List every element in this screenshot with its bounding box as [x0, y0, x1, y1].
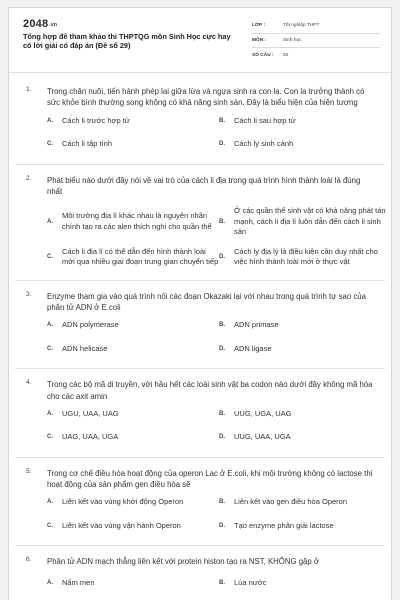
question-5	[9, 468, 391, 532]
meta-value: Tốt nghiệp THPT	[283, 23, 320, 29]
question-number: 5.	[26, 467, 32, 475]
option-d[interactable]: D. UUG, UAA, UGA	[219, 432, 291, 442]
question-divider	[15, 457, 385, 458]
option-a[interactable]: A. Môi trường địa lí khác nhau là nguyên nhân chính tạo ra các alen thích nghi cho quần thể	[47, 211, 212, 231]
option-c[interactable]: C. Cách li địa lí có thể dẫn đến hình thành loài mới qua nhiều giai đoạn trung gian chuyển tiếp	[47, 246, 219, 267]
option-b[interactable]: B. Ở các quần thể sinh vật có khả năng phát tán mạnh, cách li địa lí luôn dẫn đến cách li sinh sản	[219, 206, 386, 237]
option-b[interactable]: B. Liên kết vào gen điều hòa Operon	[219, 497, 348, 507]
question-divider	[15, 164, 385, 165]
option-b[interactable]: B. Lúa nước	[219, 577, 267, 587]
question-text: Trong chăn nuôi, tiến hành phép lai giữa lừa và ngựa sinh ra con la. Con la trưởng thành có sức khỏe bình thường song không có khả năng sinh sản. Đây là biểu hiện của hiện tượng	[47, 87, 365, 108]
question-6	[9, 556, 391, 588]
meta-subject	[252, 34, 380, 49]
question-text: Phát biểu nào dưới đây nói về vai trò của cách li địa trong quá trình hình thành loài là đúng nhất	[47, 175, 361, 196]
meta-question-count	[252, 48, 380, 63]
question-3	[9, 291, 391, 355]
question-text: Trong cơ chế điều hòa hoạt động của operon Lac ở E.coli, khi môi trường không có lactose thì hoạt động của sản phẩm gen điều hòa sẽ	[47, 468, 373, 490]
meta-class	[252, 19, 380, 34]
option-b[interactable]: B. Cách li sau hợp tử	[219, 115, 296, 125]
exam-page	[8, 7, 392, 600]
option-c[interactable]: C. ADN helicase	[47, 343, 108, 353]
question-number: 4.	[26, 379, 32, 387]
options	[47, 320, 377, 354]
meta-label: SỐ CÂU :	[252, 52, 274, 58]
option-a[interactable]: A. ADN polymerase	[47, 320, 119, 330]
question-divider	[15, 545, 385, 546]
option-c[interactable]: C. UAG, UAA, UGA	[47, 432, 119, 442]
question-2	[9, 175, 391, 268]
question-text: Enzyme tham gia vào quá trình nối các đoạn Okazaki lại với nhau trong quá trình tự sao của phân tử ADN ở E.coli	[47, 291, 366, 312]
page-header	[9, 8, 391, 70]
question-number: 6.	[26, 556, 32, 564]
meta-label: LỚP :	[252, 23, 266, 29]
question-number: 3.	[26, 290, 32, 298]
exam-meta	[252, 19, 380, 63]
option-a[interactable]: A. Liên kết vào vùng khởi động Operon	[47, 497, 184, 507]
header-divider	[9, 72, 391, 73]
meta-value: 50	[283, 52, 289, 58]
question-list	[9, 86, 391, 588]
meta-label: MÔN :	[252, 37, 267, 43]
option-d[interactable]: D. Cách ly sinh cảnh	[219, 139, 294, 149]
option-a[interactable]: A. Cách li trước hợp tử	[47, 115, 130, 125]
question-1	[9, 86, 391, 150]
option-b[interactable]: B. ADN primase	[219, 320, 279, 330]
question-text: Trong các bộ mã di truyền, với hầu hết các loài sinh vật ba codon nào dưới đây không mã hóa cho các axit amin	[47, 380, 373, 401]
options	[47, 116, 377, 150]
option-a[interactable]: A. UGU, UAA, UAG	[47, 408, 119, 418]
question-number: 1.	[26, 86, 32, 93]
meta-value: Sinh học	[283, 37, 302, 43]
question-divider	[15, 368, 385, 369]
options	[47, 409, 377, 443]
option-b[interactable]: B. UUG, UGA, UAG	[219, 408, 292, 418]
option-a[interactable]: A. Nấm men	[47, 577, 95, 587]
option-d[interactable]: D. Tạo enzyme phân giải lactose	[219, 520, 334, 530]
options	[47, 497, 377, 531]
document-title: Tổng hợp đề tham khảo thi THPTQG môn Sinh Học cực hay có lời giải có đáp án (Đề số 29)	[23, 32, 231, 51]
option-c[interactable]: C. Cách li tập tính	[47, 139, 113, 149]
question-4	[9, 379, 391, 443]
option-d[interactable]: D. Cách ly địa lý là điều kiện cần duy nhất cho việc hình thành loài mới ở thực vật	[219, 246, 378, 267]
option-c[interactable]: C. Liên kết vào vùng vận hành Operon	[47, 520, 181, 530]
options	[47, 206, 386, 268]
question-number: 2.	[26, 174, 32, 182]
question-divider	[15, 280, 385, 281]
options	[47, 578, 377, 589]
option-d[interactable]: D. ADN ligase	[219, 343, 272, 353]
question-text: Phân tử ADN mạch thẳng liên kết với protein histon tạo ra NST, KHÔNG gặp ở	[47, 557, 320, 567]
site-logo[interactable]: 2048.vn	[23, 18, 58, 30]
